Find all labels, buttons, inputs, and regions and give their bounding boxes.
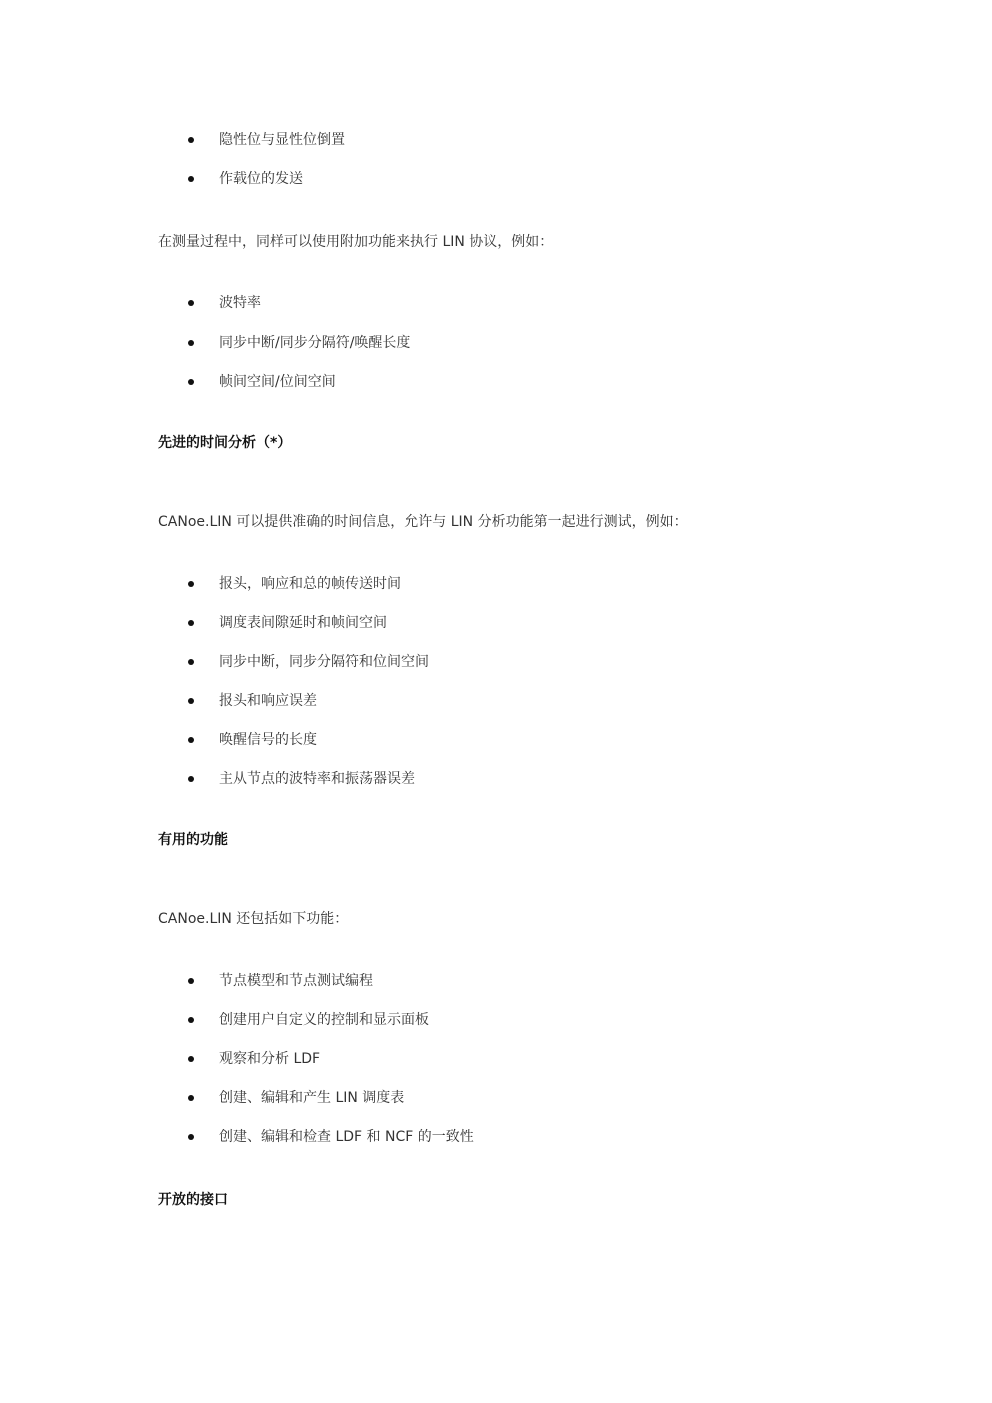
list-item-text: 作载位的发送 [219,171,303,187]
list-item-text: 唤醒信号的长度 [219,732,317,748]
section-heading-interface: 开放的接口 [158,1192,228,1208]
list-item-text: 调度表间隙延时和帧间空间 [219,615,387,631]
bullet-icon [188,379,194,385]
bullet-icon [188,1056,194,1062]
bullet-icon [188,1017,194,1023]
paragraph-features-intro: CANoe.LIN 还包括如下功能： [158,911,349,927]
list-item-text: 创建用户自定义的控制和显示面板 [219,1012,429,1028]
section-heading-features: 有用的功能 [158,832,228,848]
bullet-icon [188,620,194,626]
list-item-text: 创建、编辑和检查 LDF 和 NCF 的一致性 [219,1129,474,1145]
list-item-text: 创建、编辑和产生 LIN 调度表 [219,1090,405,1106]
list-item-text: 报头，响应和总的帧传送时间 [219,576,401,592]
list-item-text: 节点模型和节点测试编程 [219,973,373,989]
bullet-icon [188,776,194,782]
bullet-icon [188,978,194,984]
list-item-text: 同步中断/同步分隔符/唤醒长度 [219,335,411,351]
list-item-text: 主从节点的波特率和振荡器误差 [219,771,415,787]
bullet-icon [188,1095,194,1101]
list-item-text: 隐性位与显性位倒置 [219,132,345,148]
section-heading-timing: 先进的时间分析（*） [158,435,292,451]
bullet-icon [188,737,194,743]
list-item-text: 观察和分析 LDF [219,1051,321,1067]
bullet-icon [188,300,194,306]
list-item-text: 帧间空间/位间空间 [219,374,336,390]
list-item-text: 波特率 [219,295,261,311]
paragraph-measure: 在测量过程中，同样可以使用附加功能来执行 LIN 协议，例如： [158,234,554,250]
paragraph-timing-intro: CANoe.LIN 可以提供准确的时间信息，允许与 LIN 分析功能第一起进行测试，例如： [158,514,688,530]
bullet-icon [188,340,194,346]
bullet-icon [188,581,194,587]
bullet-icon [188,1134,194,1140]
bullet-icon [188,659,194,665]
bullet-icon [188,137,194,143]
bullet-icon [188,698,194,704]
list-item-text: 同步中断，同步分隔符和位间空间 [219,654,429,670]
list-item-text: 报头和响应误差 [219,693,317,709]
bullet-icon [188,176,194,182]
